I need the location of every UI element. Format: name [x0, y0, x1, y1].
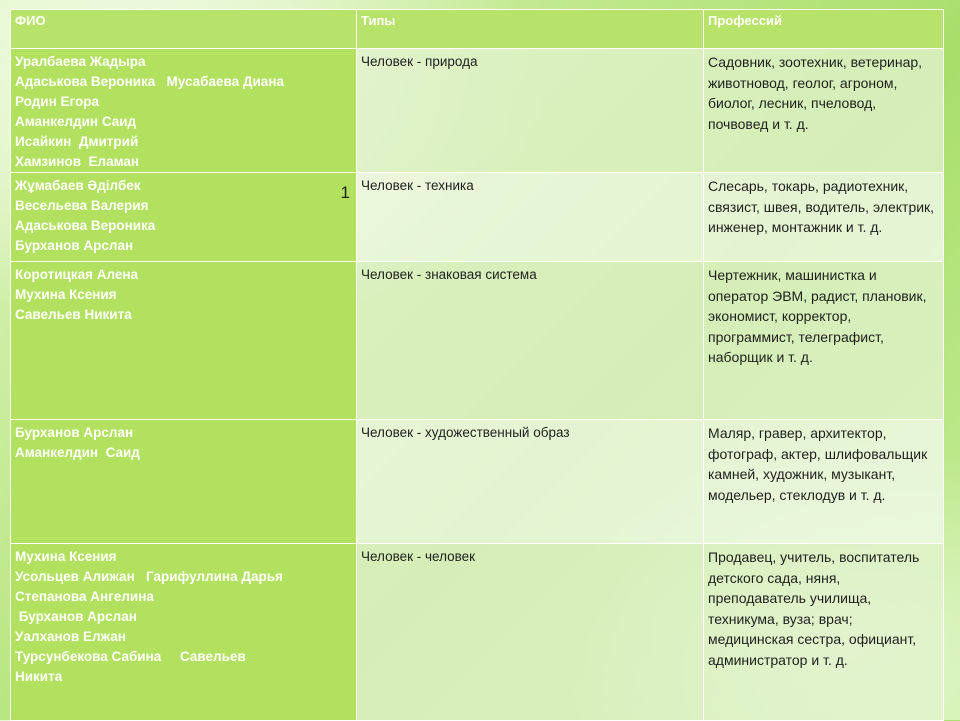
names-cell: [11, 262, 357, 420]
table-row: [11, 420, 944, 544]
student-name: Жұмабаев Әділбек: [15, 178, 141, 193]
type-cell: Человек - художественный образ: [357, 420, 704, 544]
type-cell: Человек - техника: [357, 173, 704, 262]
table-row: [11, 262, 944, 420]
student-name: Степанова Ангелина: [15, 589, 154, 604]
student-name: Усольцев Алижан Гарифуллина Дарья: [15, 569, 283, 584]
table-row: [11, 49, 944, 173]
professions-cell: [704, 544, 944, 721]
header-type: Типы: [357, 10, 704, 49]
professions-text: Слесарь, токарь, радиотехник, связист, швея, водитель, электрик, инженер, монтажник и т. д.: [708, 178, 935, 235]
names-cell: [11, 420, 357, 544]
names-cell: [11, 544, 357, 721]
student-name: Бурханов Арслан: [15, 238, 134, 253]
type-cell: Человек - природа: [357, 49, 704, 173]
student-name: Бурханов Арслан: [15, 425, 134, 440]
student-name: Адаськова Вероника: [15, 218, 156, 233]
student-name: Мухина Ксения: [15, 549, 117, 564]
student-name: Хамзинов Еламан: [15, 154, 140, 169]
student-name: Уалханов Елжан: [15, 629, 126, 644]
student-name: Никита: [15, 669, 63, 684]
student-name: Турсунбекова Сабина Савельев: [15, 649, 246, 664]
professions-text: Маляр, гравер, архитектор, фотограф, актер, шлифовальщик камней, художник, музыкант, модельер, стеклодув и т. д.: [708, 425, 928, 503]
professions-cell: [704, 262, 944, 420]
student-name: Савельев Никита: [15, 307, 132, 322]
student-name: Мухина Ксения: [15, 287, 117, 302]
professions-text: Чертежник, машинистка и оператор ЭВМ, радист, плановик, экономист, корректор, программист, телеграфист, наборщик и т. д.: [708, 267, 927, 365]
table-header-row: [11, 10, 944, 49]
student-name: Родин Егора: [15, 94, 99, 109]
student-name: Бурханов Арслан: [15, 609, 137, 624]
student-name: Весельева Валерия: [15, 198, 149, 213]
professions-cell: [704, 173, 944, 262]
row-marker: 1: [340, 183, 350, 202]
table-row: [11, 173, 944, 262]
names-cell: [11, 49, 357, 173]
professions-cell: [704, 420, 944, 544]
professions-cell: [704, 49, 944, 173]
student-name: Коротицкая Алена: [15, 267, 139, 282]
header-professions: Профессий: [704, 10, 944, 49]
career-types-table: [10, 9, 944, 721]
student-name: Уралбаева Жадыра: [15, 54, 146, 69]
header-name: ФИО: [11, 10, 357, 49]
student-name: Аманкелдин Саид: [15, 445, 140, 460]
table-row: [11, 544, 944, 721]
professions-text: Садовник, зоотехник, ветеринар, животновод, геолог, агроном, биолог, лесник, пчеловод, почвовед и т. д.: [708, 54, 923, 132]
student-name: Адаськова Вероника Мусабаева Диана: [15, 74, 284, 89]
names-cell: [11, 173, 357, 262]
student-name: Аманкелдин Саид: [15, 114, 137, 129]
type-cell: Человек - человек: [357, 544, 704, 721]
professions-text: Продавец, учитель, воспитатель детского сада, няня, преподаватель училища, техникума, вуза; врач; медицинская сестра, официант, администратор и т. д.: [708, 549, 920, 668]
student-name: Исайкин Дмитрий: [15, 134, 139, 149]
type-cell: Человек - знаковая система: [357, 262, 704, 420]
